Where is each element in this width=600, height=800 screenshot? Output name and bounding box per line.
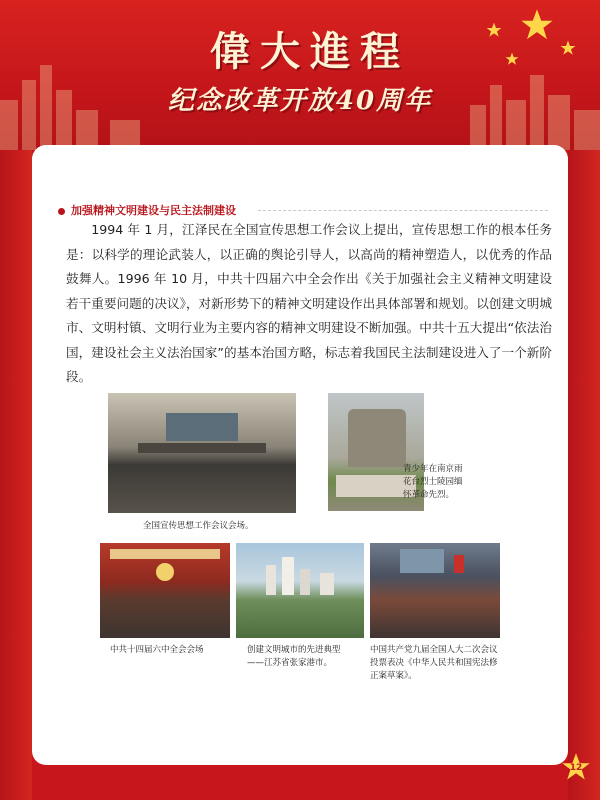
section-divider [258,210,548,211]
section-heading-text: 加强精神文明建设与民主法制建设 [71,204,236,217]
right-decor-band [568,150,600,800]
star-icon [560,40,576,56]
photo-propaganda-conference [108,393,296,513]
banner-title: 偉大進程 [210,28,410,75]
caption-line: 花台烈士陵园缅 [403,477,463,487]
section-heading [58,202,236,218]
caption-line: ——江苏省张家港市。 [247,658,333,668]
star-icon [486,22,502,38]
star-icon [505,52,519,66]
photo-caption [247,644,341,670]
banner-subtitle: 纪念改革开放40周年 [167,86,433,116]
left-decor-band [0,150,32,800]
caption-line: 怀革命先烈。 [403,490,455,500]
header-banner [0,0,600,150]
caption-line: 青少年在南京雨 [403,464,463,474]
photo-civilized-city [236,543,364,638]
body-paragraph: 1994 年 1 月，江泽民在全国宣传思想工作会议上提出，宣传思想工作的根本任务是：以科学的理论武装人，以正确的舆论引导人，以高尚的精神塑造人，以优秀的作品鼓舞人。1996 年 10 月，中共十四届六中全会作出《关于加强社会主义精神文明建设若干重要问题的决议》，对新形势下的精神文明建设作出具体部署和规划。以创建文明城市、文明村镇、文明行业为主要内容的精神文明建设不断加强。中共十五大提出“依法治国，建设社会主义法治国家”的基本治国方略，标志着我国民主法制建设进入了一个新阶段。 [66,222,552,384]
photo-caption: 全国宣传思想工作会议会场。 [143,521,254,531]
photo-npc-voting [370,543,500,638]
bullet-dot-icon [58,208,65,215]
photo-caption: 中共十四届六中全会会场 [110,645,204,655]
star-icon [520,8,554,42]
photo-caption [403,463,463,502]
caption-line: 中国共产党九届全国人大二次会议 [370,645,498,655]
page-number: 12 [569,763,583,773]
caption-line: 正案草案》。 [370,671,417,681]
photo-plenary-session [100,543,230,638]
photo-caption [370,644,498,683]
caption-line: 投票表决《中华人民共和国宪法修 [370,658,498,668]
caption-line: 创建文明城市的先进典型 [247,645,341,655]
